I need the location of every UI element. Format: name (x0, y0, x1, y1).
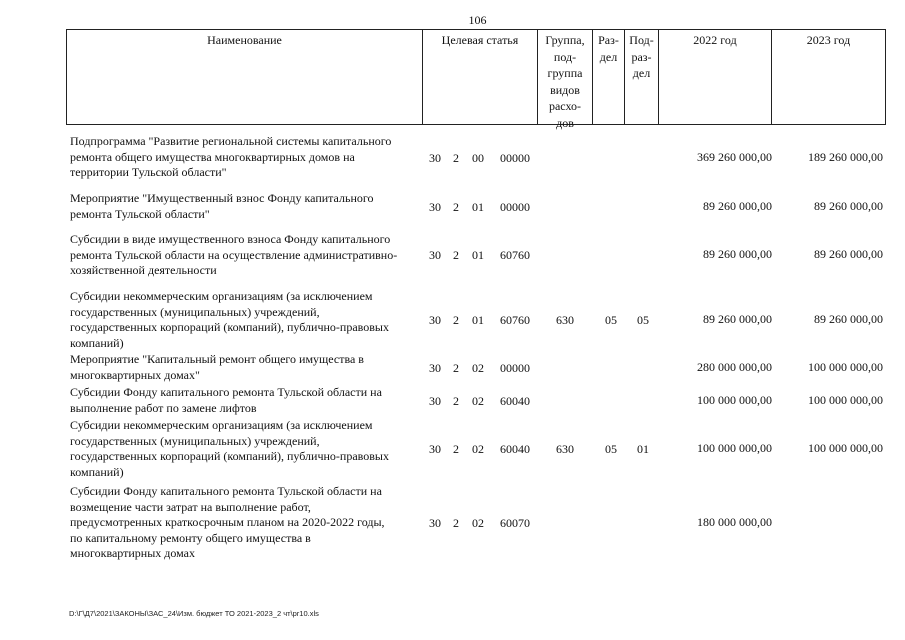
row-name: Подпрограмма "Развитие региональной системы капитального ремонта общего имущества многоквартирных домов на территории Тульской области" (70, 134, 392, 179)
row-code-a: 30 (429, 248, 441, 262)
row-amount-2022: 369 260 000,00 (697, 150, 772, 164)
header-name: Наименование (67, 30, 423, 124)
file-path-footer: D:\Г\Д7\2021\ЗАКОНЫ\ЗАС_24\Изм. бюджет ТО 2021-2023_2 чт\pr10.xls (69, 609, 319, 618)
row-code-d: 00000 (500, 361, 530, 375)
row-name: Мероприятие "Имущественный взнос Фонду капитального ремонта Тульской области" (70, 191, 374, 221)
row-name: Мероприятие "Капитальный ремонт общего имущества в многоквартирных домах" (70, 352, 364, 382)
row-code-c: 01 (472, 313, 484, 327)
row-amount-2023: 89 260 000,00 (814, 312, 883, 326)
row-code-a: 30 (429, 442, 441, 456)
row-amount-2023: 189 260 000,00 (808, 150, 883, 164)
header-target: Целевая статья (423, 30, 538, 124)
row-code-d: 00000 (500, 151, 530, 165)
row-code-b: 2 (453, 151, 459, 165)
row-code-a: 30 (429, 516, 441, 530)
row-razdel: 05 (605, 313, 617, 327)
row-name: Субсидии Фонду капитального ремонта Тульской области на выполнение работ по замене лифтов (70, 385, 382, 415)
header-razdel: Раз- дел (593, 30, 625, 124)
row-code-a: 30 (429, 151, 441, 165)
row-amount-2022: 280 000 000,00 (697, 360, 772, 374)
row-code-b: 2 (453, 394, 459, 408)
row-code-b: 2 (453, 248, 459, 262)
row-amount-2022: 100 000 000,00 (697, 393, 772, 407)
row-code-d: 60040 (500, 394, 530, 408)
row-amount-2023: 89 260 000,00 (814, 247, 883, 261)
row-code-c: 00 (472, 151, 484, 165)
row-code-d: 00000 (500, 200, 530, 214)
row-code-b: 2 (453, 200, 459, 214)
row-code-c: 02 (472, 394, 484, 408)
header-year-2023: 2023 год (806, 33, 851, 47)
row-amount-2022: 100 000 000,00 (697, 441, 772, 455)
row-code-c: 02 (472, 361, 484, 375)
row-code-c: 02 (472, 442, 484, 456)
row-code-b: 2 (453, 313, 459, 327)
row-razdel: 05 (605, 442, 617, 456)
row-group: 630 (556, 313, 574, 327)
row-name: Субсидии Фонду капитального ремонта Тульской области на возмещение части затрат на выполнение работ, предусмотренных краткосрочным планом на 2020-2022 годы, по капитальному ремонту общего имущества в многоквартирных домах (70, 484, 385, 560)
row-code-d: 60760 (500, 248, 530, 262)
row-podrazdel: 01 (637, 442, 649, 456)
row-code-a: 30 (429, 361, 441, 375)
row-amount-2023: 89 260 000,00 (814, 199, 883, 213)
row-amount-2023: 100 000 000,00 (808, 441, 883, 455)
row-name: Субсидии некоммерческим организациям (за исключением государственных (муниципальных) учреждений, государственных корпораций (компаний), публично-правовых компаний) (70, 289, 389, 350)
row-amount-2023: 100 000 000,00 (808, 360, 883, 374)
row-code-a: 30 (429, 394, 441, 408)
row-amount-2022: 89 260 000,00 (703, 199, 772, 213)
row-amount-2023: 100 000 000,00 (808, 393, 883, 407)
row-amount-2022: 180 000 000,00 (697, 515, 772, 529)
row-code-c: 01 (472, 248, 484, 262)
row-code-b: 2 (453, 361, 459, 375)
row-code-b: 2 (453, 442, 459, 456)
row-code-a: 30 (429, 313, 441, 327)
header-group: Группа, под- группа видов расхо- дов (538, 30, 593, 124)
row-code-c: 02 (472, 516, 484, 530)
row-code-d: 60760 (500, 313, 530, 327)
row-code-d: 60070 (500, 516, 530, 530)
header-year-2022: 2022 год (659, 30, 772, 124)
row-amount-2022: 89 260 000,00 (703, 312, 772, 326)
row-group: 630 (556, 442, 574, 456)
row-name: Субсидии в виде имущественного взноса Фонду капитального ремонта Тульской области на осуществление административно- хозяйственной деятельности (70, 232, 398, 277)
header-podrazdel: Под- раз- дел (625, 30, 659, 124)
row-code-a: 30 (429, 200, 441, 214)
row-name: Субсидии некоммерческим организациям (за исключением государственных (муниципальных) учреждений, государственных корпораций (компаний), публично-правовых компаний) (70, 418, 389, 479)
page-number: 106 (468, 13, 487, 27)
row-amount-2022: 89 260 000,00 (703, 247, 772, 261)
row-code-b: 2 (453, 516, 459, 530)
row-podrazdel: 05 (637, 313, 649, 327)
row-code-c: 01 (472, 200, 484, 214)
row-code-d: 60040 (500, 442, 530, 456)
